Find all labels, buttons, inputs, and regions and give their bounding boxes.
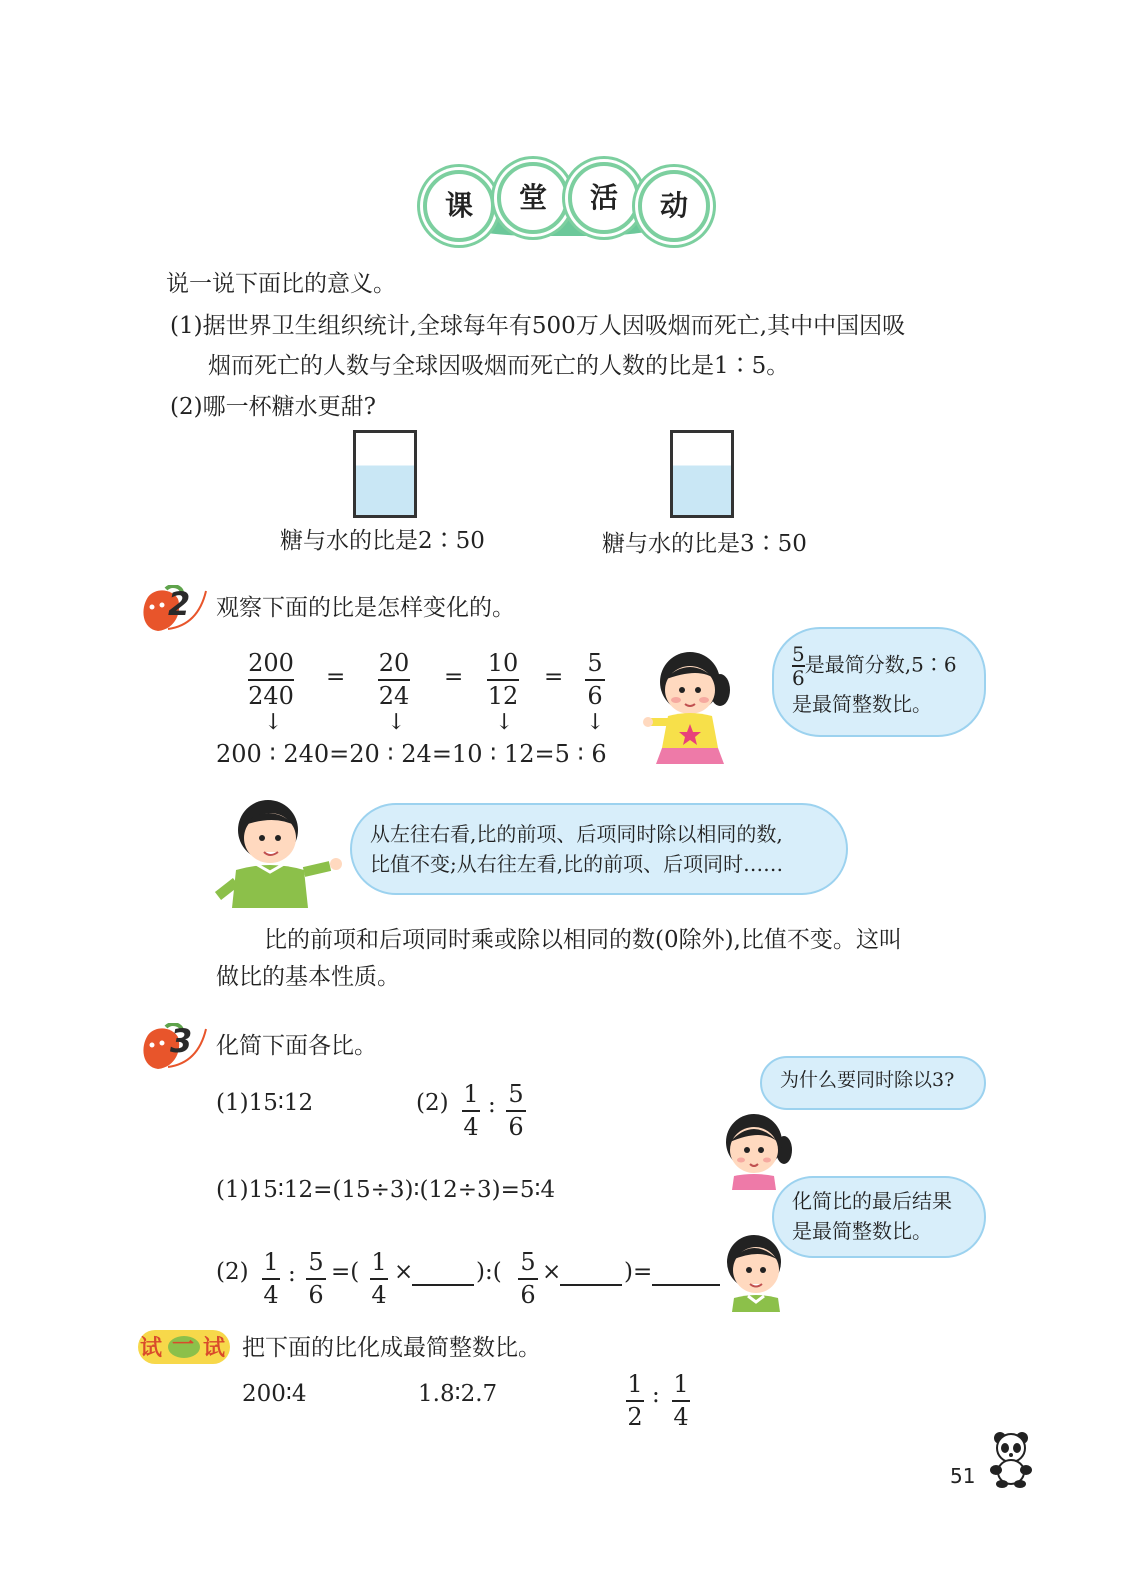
numerator: 20 [378,649,410,677]
numerator: 5 [587,649,603,677]
glass2-caption: 糖与水的比是3∶50 [602,531,807,557]
numerator: 1 [627,1370,643,1398]
section1-item1-line2: 烟而死亡的人数与全球因吸烟而死亡的人数的比是1∶5。 [208,353,790,379]
times-sign: × [542,1259,562,1285]
numerator: 5 [520,1248,536,1276]
sol2-fraction-3 [370,1248,388,1310]
down-arrow-icon: ↓ [586,710,605,735]
sol2-fraction-2 [306,1248,326,1310]
q2-label: (2) [416,1090,449,1116]
sol2-fraction-1 [262,1248,280,1310]
middle-paren-colon: ):( [476,1259,502,1285]
numerator: 1 [673,1370,689,1398]
girl-bubble-line1: 是最简分数,5∶6 [804,652,957,677]
denominator: 12 [487,681,519,710]
equals-open-paren: =( [331,1259,360,1285]
equals-sign: = [326,664,346,690]
denominator: 6 [587,681,603,710]
banner-char-2: 堂 [497,162,569,234]
fraction-20-24 [378,649,410,711]
boy-answer-line1: 化简比的最后结果 [792,1189,952,1213]
q2-fraction-1 [462,1080,480,1142]
problem-2-number: 2 [168,585,191,623]
practice-2: 1.8∶2.7 [418,1381,498,1407]
answer-blank-3[interactable] [652,1264,720,1286]
sugar-water-glass-2 [670,430,734,518]
ratio-chain: 200 ∶ 240=20 ∶ 24=10 ∶ 12=5 ∶ 6 [216,740,607,768]
sugar-water-glass-1 [353,430,417,518]
fraction-5-6 [585,649,605,711]
solution-2-label: (2) [216,1259,249,1285]
problem-3-title: 化简下面各比。 [216,1033,377,1059]
boy-bubble-line2: 比值不变;从右往左看,比的前项、后项同时…… [370,852,784,876]
denominator: 4 [463,1112,479,1141]
boy-small-illustration [720,1228,790,1312]
girl-question-bubble: 为什么要同时除以3? [760,1056,986,1110]
answer-blank-2[interactable] [560,1264,622,1286]
solution-1: (1)15∶12=(15÷3)∶(12÷3)=5∶4 [216,1177,556,1203]
boy-speech-bubble [350,803,848,895]
down-arrow-icon: ↓ [264,710,283,735]
fraction-10-12 [487,649,519,711]
basic-property-line2: 做比的基本性质。 [216,964,400,990]
colon: : [652,1382,660,1408]
section1-intro: 说一说下面比的意义。 [166,271,396,297]
try-it-title: 把下面的比化成最简整数比。 [242,1335,541,1361]
bubble-fraction [792,643,805,689]
down-arrow-icon: ↓ [387,710,406,735]
numerator: 1 [263,1248,279,1276]
down-arrow-icon: ↓ [495,710,514,735]
boy-answer-bubble [772,1176,986,1258]
problem-3-number: 3 [170,1022,193,1060]
numerator: 5 [792,642,805,666]
q2-fraction-2 [506,1080,526,1142]
boy-illustration [212,790,352,910]
denominator: 6 [508,1112,524,1141]
denominator: 240 [248,681,294,710]
basic-property-line1: 比的前项和后项同时乘或除以相同的数(0除外),比值不变。这叫 [264,927,902,953]
girl-bubble-line2: 是最简整数比。 [792,692,932,716]
colon: : [288,1261,296,1287]
colon: : [488,1092,496,1118]
equals-sign: = [444,664,464,690]
banner-char-1: 课 [423,170,495,242]
banner-char-4: 动 [638,170,710,242]
glass1-caption: 糖与水的比是2∶50 [280,528,485,554]
close-paren-equals: )= [624,1259,653,1285]
denominator: 2 [627,1402,643,1431]
girl-illustration [640,640,750,770]
denominator: 4 [263,1280,279,1309]
denominator: 6 [520,1280,536,1309]
denominator: 6 [308,1280,324,1309]
banner-char-3: 活 [568,162,640,234]
numerator: 1 [371,1248,387,1276]
times-sign: × [394,1259,414,1285]
fraction-200-240 [248,649,294,711]
equals-sign: = [544,664,564,690]
numerator: 5 [308,1248,324,1276]
boy-answer-line2: 是最简整数比。 [792,1219,932,1243]
denominator: 6 [792,666,805,690]
answer-blank-1[interactable] [412,1264,474,1286]
section1-item1-line1: (1)据世界卫生组织统计,全球每年有500万人因吸烟而死亡,其中中国因吸 [170,313,906,339]
girl-speech-bubble [772,627,986,737]
page-number: 51 [950,1464,976,1488]
section1-item2: (2)哪一杯糖水更甜? [170,394,376,420]
denominator: 4 [371,1280,387,1309]
sol2-fraction-4 [518,1248,538,1310]
practice-1: 200∶4 [242,1381,307,1407]
try-char-2: 一 [172,1332,195,1358]
q1-ratio: (1)15∶12 [216,1090,314,1116]
numerator: 1 [463,1080,479,1108]
try-char-1: 试 [140,1335,163,1361]
try-char-3: 试 [203,1335,226,1361]
boy-bubble-line1: 从左往右看,比的前项、后项同时除以相同的数, [370,822,783,846]
denominator: 24 [378,681,410,710]
numerator: 200 [248,649,294,677]
denominator: 4 [673,1402,689,1431]
girl-small-illustration [716,1106,796,1190]
panda-icon [986,1430,1036,1488]
practice-3-fraction-1 [626,1370,644,1432]
numerator: 10 [487,649,519,677]
numerator: 5 [508,1080,524,1108]
problem-2-title: 观察下面的比是怎样变化的。 [216,595,515,621]
practice-3-fraction-2 [672,1370,690,1432]
